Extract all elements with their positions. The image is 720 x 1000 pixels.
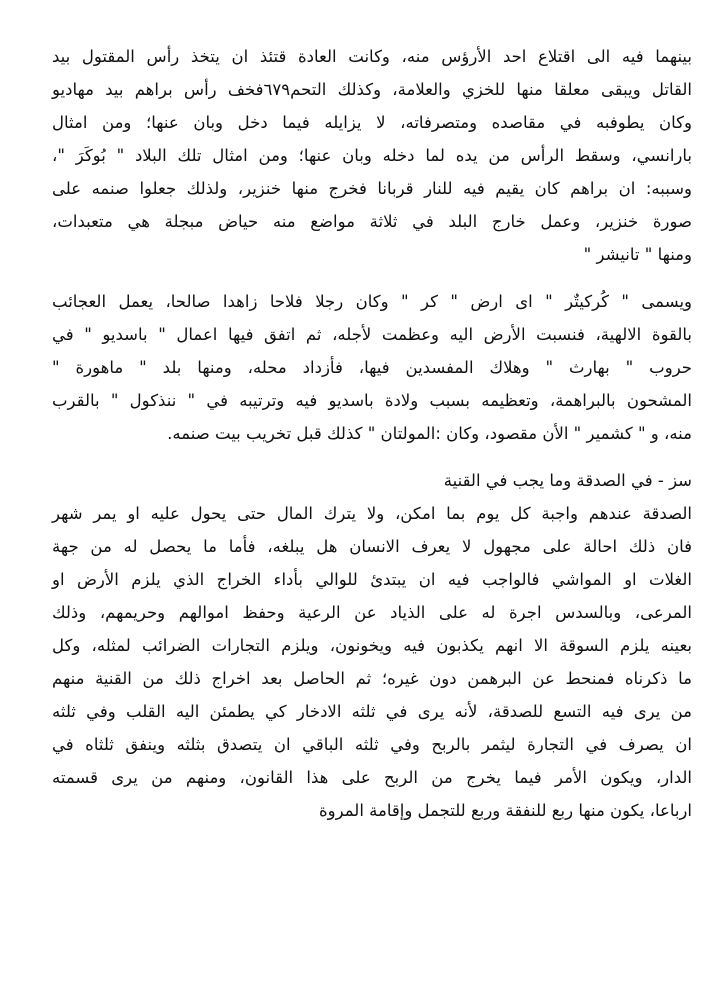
document-page (52, 40, 692, 841)
text-line: صورة خنزير، وعمل خارج البلد في ثلاثة مواضع منه حياض مبجلة هي متعبدات، (52, 212, 692, 231)
text-line: بارانسي، وسقط الرأس من يده لما دخله وبان عنها؛ ومن امثال تلك البلاد " بُوكَرَ "، (52, 146, 692, 165)
text-line: ارباعا، يكون منها ربع للنفقة وربع للتجمل وإقامة المروة (319, 801, 692, 820)
text-line: بعينه يلزم السوقة الا انهم يكذبون فيه ويخونون، ويلزم التجارات الضرائب لمثله، وكل (52, 636, 692, 655)
text-line: فان ذلك احالة على مجهول لا يعرف الانسان هل يبلغه، فأما ما يحصل له من جهة (52, 537, 692, 556)
text-line: حروب " بهارث " وهلاك المفسدين فيها، فأزداد محله، ومنها بلد " ماهورة " (52, 358, 692, 377)
text-line: الصدقة عندهم واجبة كل يوم بما امكن، ولا يترك المال حتى يحول عليه او يمر شهر (52, 504, 692, 523)
text-line: ومنها " تانيشر " (583, 245, 692, 264)
text-line: ويسمى " كُركيتٌر " اى ارض " كر " وكان رجلا فلاحا زاهدا صالحا، يعمل العجائب (52, 292, 692, 311)
text-line: المرعى، وبالسدس اجرة له على الذياد عن الرعية وحفظ اموالهم وحريمهم، وذلك (52, 603, 692, 622)
paragraph-1 (52, 40, 692, 271)
text-line: الغلات او المواشي فالواجب فيه ان يبتدئ للوالي بأداء الخراج الذي يلزم الأرض او (52, 570, 692, 589)
paragraph-2 (52, 285, 692, 450)
text-line: وكان يطوفبه في مقاصده ومتصرفاته، لا يزايله فيما دخل وبان عنها؛ ومن امثال (52, 113, 692, 132)
text-line: بالقوة الالهية، فنسبت الأرض اليه وعظمت لأجله، ثم اتفق فيها اعمال " باسديو " في (52, 325, 692, 344)
section-heading: سز - في الصدقة وما يجب في القنية (443, 471, 692, 490)
text-line: منه، و " كشمير " الأن مقصود، وكان :المولتان " كذلك قبل تخريب بيت صنمه. (167, 424, 692, 443)
text-line: ما ذكرناه فمنحط عن البرهمن دون غيره؛ ثم الحاصل بعد اخراج ذلك من القنية منهم (52, 669, 692, 688)
text-line: القاتل ويبقى معلقا منها للخزي والعلامة، وكذلك التحم٦٧٩فخف رأس براهم بيد مهاديو (52, 80, 692, 99)
text-line: بينهما فيه الى اقتلاع احد الأرؤس منه، وكانت العادة قتئذ ان يتخذ رأس المقتول بيد (52, 47, 692, 66)
text-line: وسببه: ان براهم كان يقيم فيه للنار قربانا فخرج منها خنزير، ولذلك جعلوا صنمه على (52, 179, 692, 198)
text-line: ان يصرف في التجارة ليثمر بالربح وفي ثلثه الباقي ان يتصدق بثلثه وينفق ثلثاه في (52, 735, 692, 754)
text-line: من يرى فيه التسع للصدقة، لأنه يرى في ثلثه الادخار كي يطمئن اليه القلب وفي ثلثه (52, 702, 692, 721)
text-line: المشحون بالبراهمة، وتعظيمه بسبب ولادة باسديو فيه وترتيبه في " ننذكول " بالقرب (52, 391, 692, 410)
section-charity (52, 464, 692, 827)
text-line: الدار، ويكون الأمر فيما يخرج من الربح على هذا القانون، ومنهم من يرى قسمته (52, 768, 692, 787)
